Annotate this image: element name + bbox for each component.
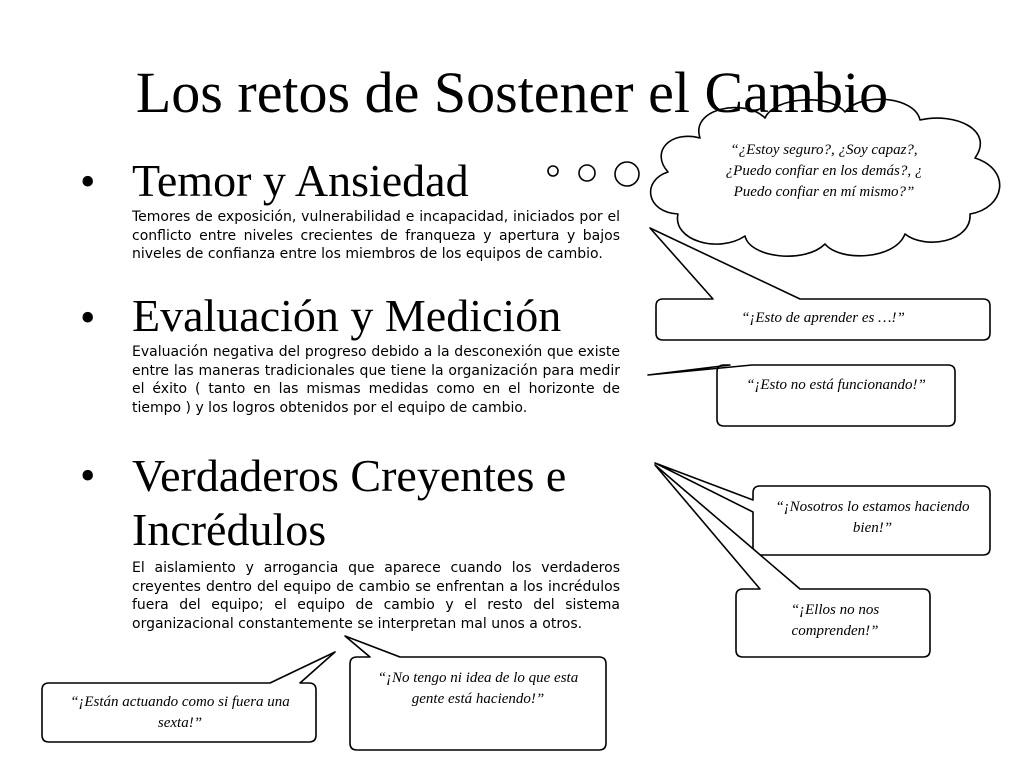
section-heading-creyentes-line2: Incrédulos (132, 504, 327, 555)
section-heading-temor: Temor y Ansiedad (132, 155, 469, 206)
section-body-temor: Temores de exposición, vulnerabilidad e incapacidad, iniciados por el conflicto entre niveles crecientes de franqueza y apertura y bajos niveles de confianza entre los miembros de los equipos de cambio. (132, 209, 620, 262)
bullet-dot: • (80, 293, 96, 342)
callout-ellos-text: “¡Ellos no nos comprenden!” (790, 602, 880, 639)
section-body-evaluacion: Evaluación negativa del progreso debido a la desconexión que existe entre las maneras tradicionales que tiene la organización para medir el éxito ( tanto en las mismas medidas como en el horizonte de tiempo ) y los logros obtenidos por el equipo de cambio. (132, 344, 620, 416)
callout-no-funcionando-text: “¡Esto no está funcionando!” (746, 377, 926, 393)
thought-bubble-large (615, 162, 639, 186)
section-heading-evaluacion: Evaluación y Medición (132, 290, 562, 341)
callout-aprender-text: “¡Esto de aprender es …!” (741, 310, 905, 326)
slide-title: Los retos de Sostener el Cambio (135, 60, 889, 125)
callout-nosotros-text: “¡Nosotros lo estamos haciendo bien!” (775, 499, 970, 536)
callout-secta-text: “¡Están actuando como si fuera una sexta!” (70, 694, 290, 731)
bullet-dot: • (80, 157, 96, 206)
thought-bubble-medium (579, 165, 595, 181)
thought-bubble-small (548, 166, 558, 176)
section-heading-creyentes-line1: Verdaderos Creyentes e (132, 450, 567, 501)
callout-no-tengo-idea-text: “¡No tengo ni idea de lo que esta gente está haciendo!” (377, 670, 579, 707)
section-body-creyentes: El aislamiento y arrogancia que aparece cuando los verdaderos creyentes dentro del equipo de cambio se enfrentan a los incrédulos fuera del equipo; el equipo de cambio y el resto del sistema organizacional constantemente se interpretan mal unos a otros. (132, 560, 620, 632)
thought-cloud-text: “¿Estoy seguro?, ¿Soy capaz?, ¿Puedo confiar en los demás?, ¿ Puedo confiar en mí mismo?” (725, 142, 923, 200)
bullet-dot: • (80, 451, 96, 500)
